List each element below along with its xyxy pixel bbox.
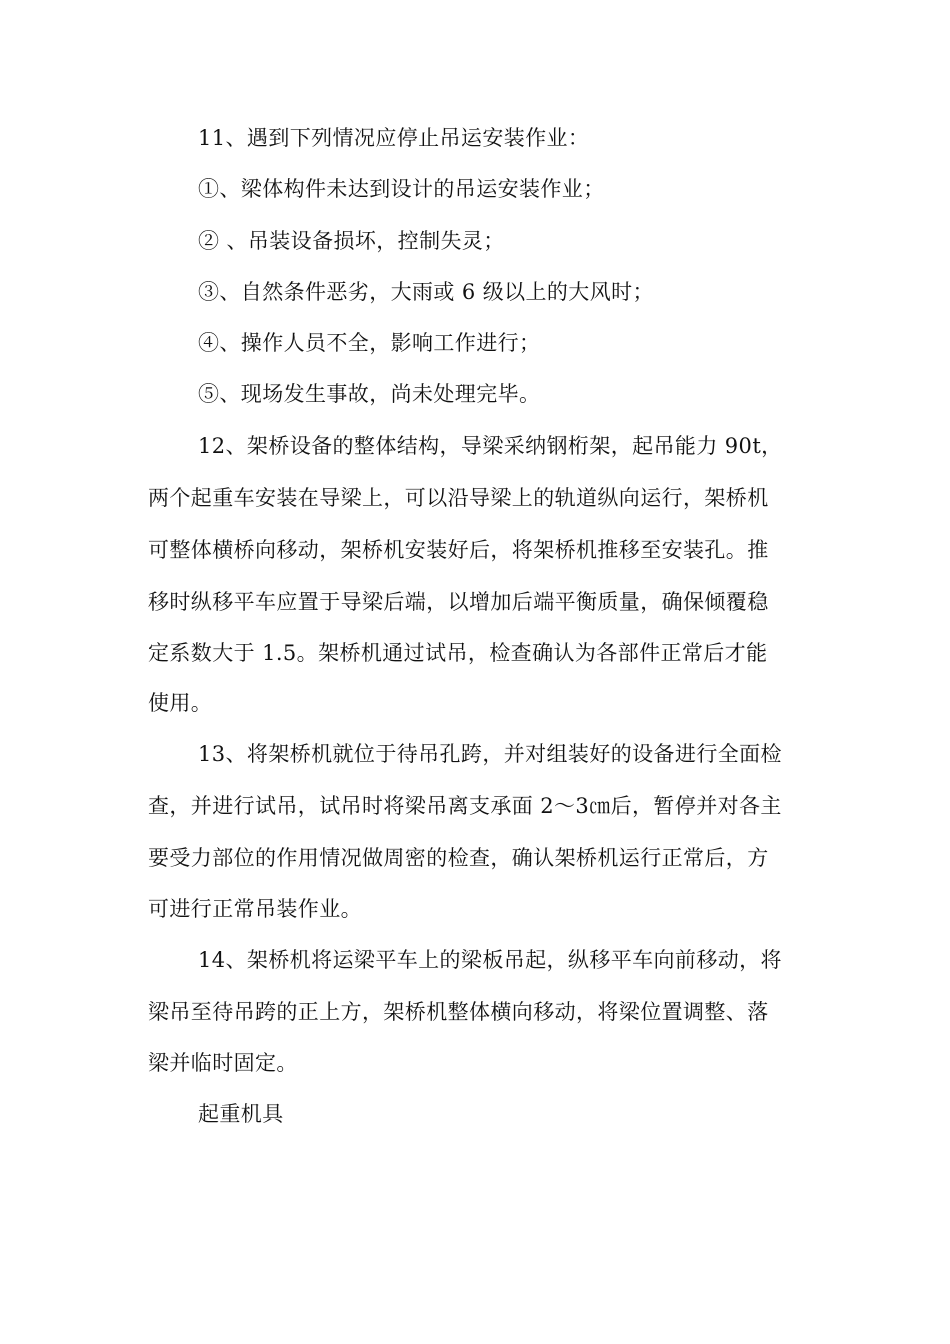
- item-13-line-3: 要受力部位的作用情况做周密的检查，确认架桥机运行正常后，方: [148, 846, 769, 870]
- section-heading: 起重机具: [198, 1102, 284, 1126]
- item-13-line-2: 查，并进行试吊，试吊时将梁吊离支承面 2～3㎝后，暂停并对各主: [148, 794, 782, 818]
- condition-4: ④、操作人员不全，影响工作进行；: [198, 331, 541, 355]
- item-12-line-1: 12、架桥设备的整体结构，导梁采纳钢桁架，起吊能力 90t，: [198, 434, 783, 458]
- item-12-line-5: 定系数大于 1.5。架桥机通过试吊，检查确认为各部件正常后才能: [148, 641, 768, 665]
- item-13-line-4: 可进行正常吊装作业。: [148, 897, 362, 921]
- item-12-line-3: 可整体横桥向移动，架桥机安装好后，将架桥机推移至安装孔。推: [148, 538, 769, 562]
- item-14-line-3: 梁并临时固定。: [148, 1051, 298, 1075]
- condition-5: ⑤、现场发生事故，尚未处理完毕。: [198, 382, 541, 406]
- condition-3: ③、自然条件恶劣，大雨或 6 级以上的大风时；: [198, 280, 654, 304]
- item-12-line-6: 使用。: [148, 691, 213, 715]
- item-13-line-1: 13、将架桥机就位于待吊孔跨，并对组装好的设备进行全面检: [198, 742, 782, 766]
- condition-1: ①、梁体构件未达到设计的吊运安装作业；: [198, 177, 605, 201]
- item-12-line-4: 移时纵移平车应置于导梁后端，以增加后端平衡质量，确保倾覆稳: [148, 590, 769, 614]
- item-12-line-2: 两个起重车安装在导梁上，可以沿导梁上的轨道纵向运行，架桥机: [148, 486, 769, 510]
- item-14-line-2: 梁吊至待吊跨的正上方，架桥机整体横向移动，将梁位置调整、落: [148, 1000, 769, 1024]
- condition-2: ② 、吊装设备损坏，控制失灵；: [198, 229, 505, 253]
- item-11-heading: 11、遇到下列情况应停止吊运安装作业：: [198, 126, 590, 150]
- item-14-line-1: 14、架桥机将运梁平车上的梁板吊起，纵移平车向前移动，将: [198, 948, 782, 972]
